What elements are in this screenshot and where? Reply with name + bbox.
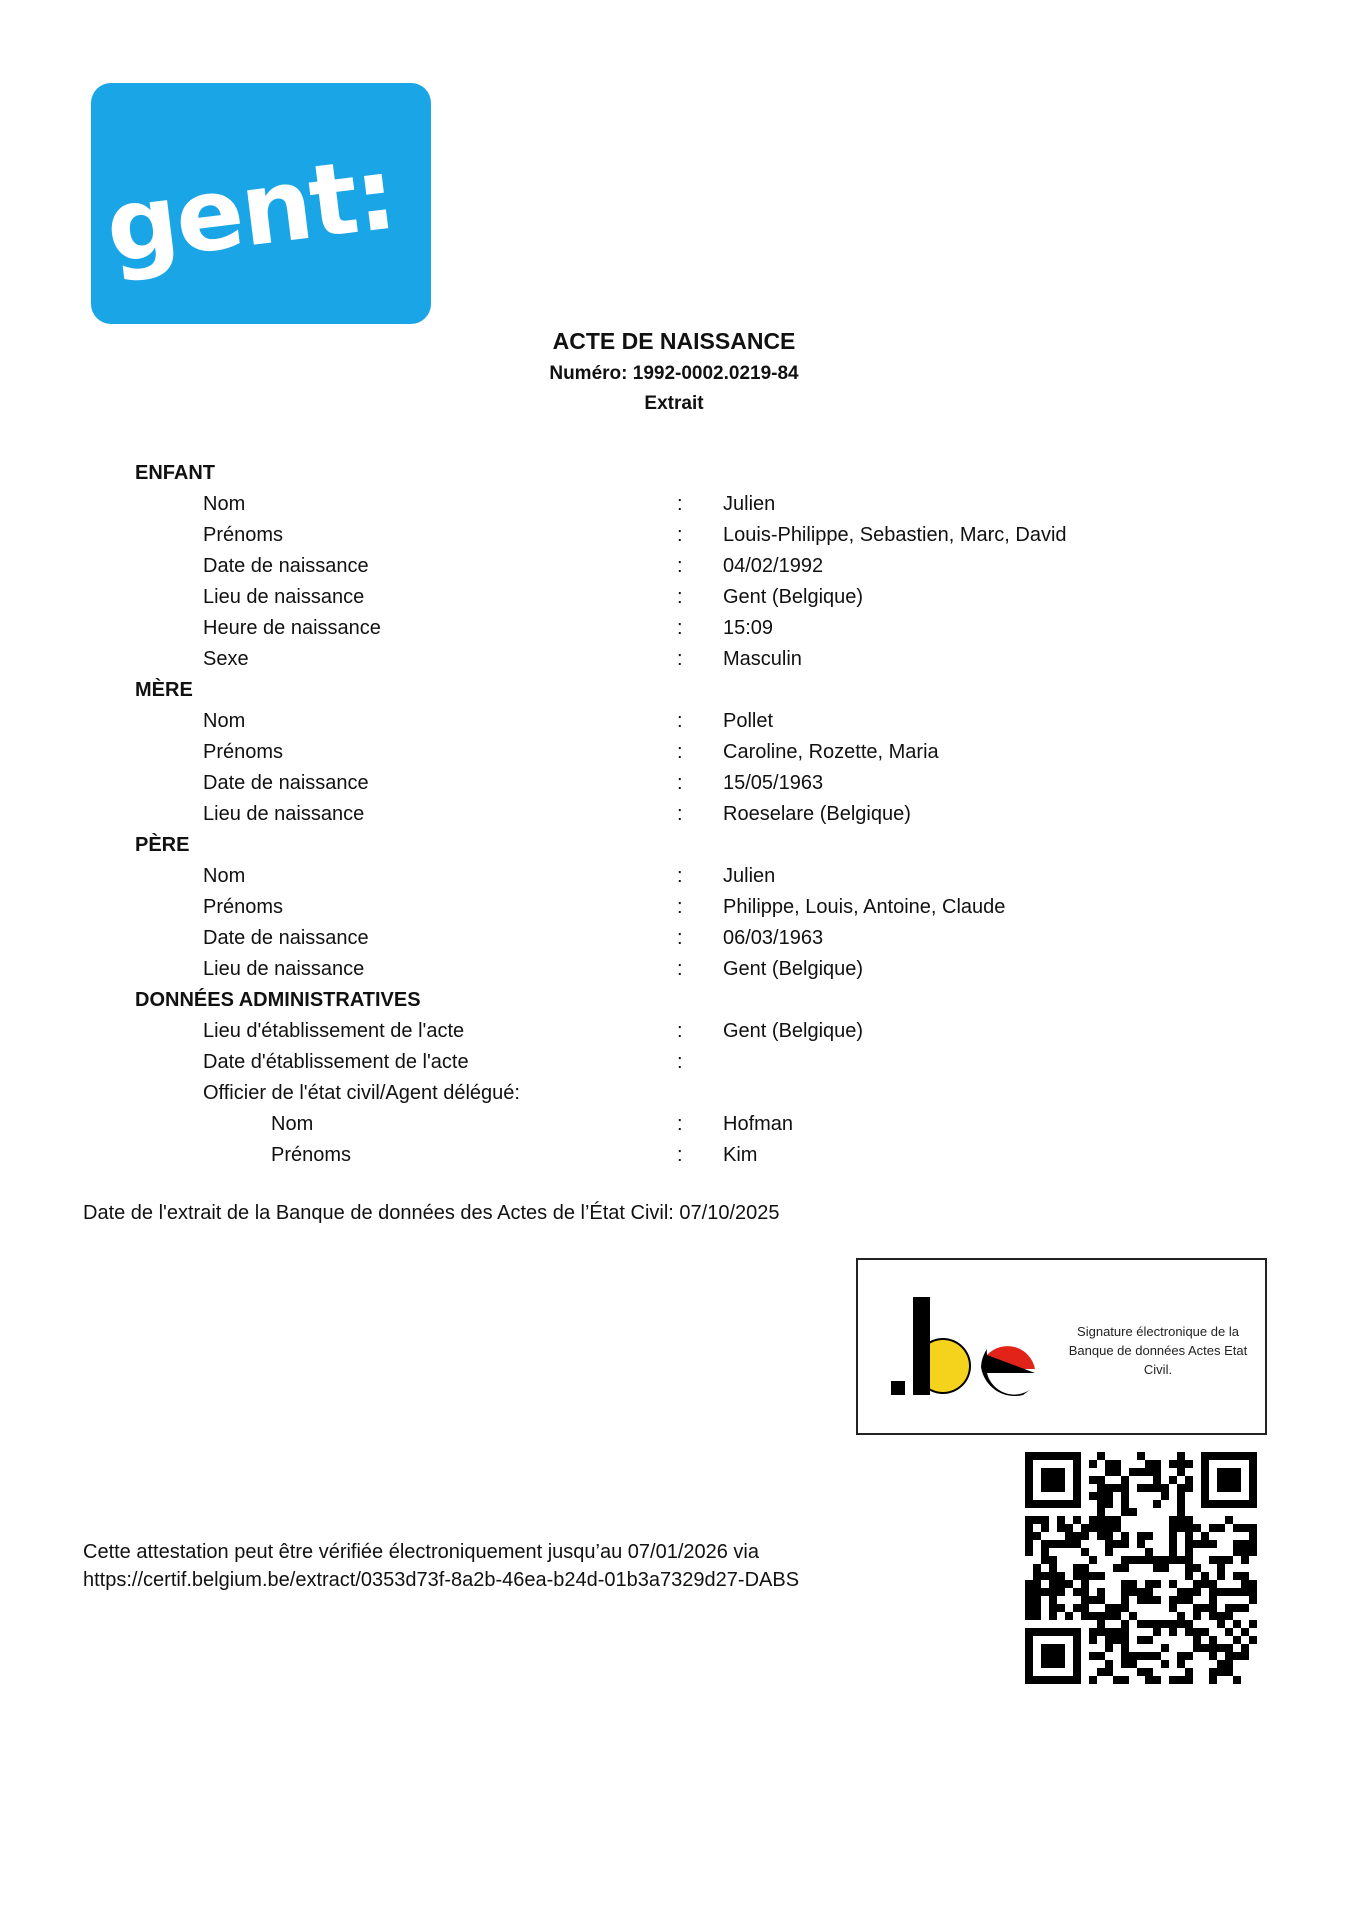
field-separator: : <box>677 1020 683 1042</box>
field-value: Pollet <box>723 710 774 732</box>
field-value: Gent (Belgique) <box>723 958 864 980</box>
section-admin-heading: DONNÉES ADMINISTRATIVES <box>135 989 421 1011</box>
field-separator: : <box>677 710 683 732</box>
field-label: Date de naissance <box>203 927 369 949</box>
gent-logo-text: gent: <box>99 134 401 286</box>
extract-date: Date de l'extrait de la Banque de données des Actes de l’État Civil: 07/10/2025 <box>83 1202 780 1224</box>
field-label: Prénoms <box>203 741 284 763</box>
field-row <box>0 710 1348 741</box>
field-label: Prénoms <box>203 896 284 918</box>
field-row <box>0 524 1348 555</box>
section-pere-heading: PÈRE <box>135 834 190 856</box>
section-mere-heading: MÈRE <box>135 679 193 701</box>
field-label: Lieu d'établissement de l'acte <box>203 1020 465 1042</box>
field-value: Louis-Philippe, Sebastien, Marc, David <box>723 524 1067 546</box>
field-row <box>0 555 1348 586</box>
field-separator: : <box>677 772 683 794</box>
field-label: Sexe <box>203 648 249 670</box>
be-logo-dot <box>891 1381 905 1395</box>
field-row <box>0 1020 1348 1051</box>
field-label: Nom <box>271 1113 314 1135</box>
field-row <box>0 803 1348 834</box>
field-row <box>0 772 1348 803</box>
field-separator: : <box>677 1051 683 1073</box>
field-value: 04/02/1992 <box>723 555 824 577</box>
field-label: Nom <box>203 710 246 732</box>
field-separator: : <box>677 1144 683 1166</box>
document-header <box>0 328 1348 423</box>
field-row <box>0 1144 1348 1175</box>
field-row <box>0 1051 1348 1082</box>
field-label: Lieu de naissance <box>203 803 365 825</box>
field-label: Officier de l'état civil/Agent délégué: <box>203 1082 520 1104</box>
field-separator: : <box>677 1113 683 1135</box>
field-value: Julien <box>723 865 776 887</box>
signature-box <box>856 1258 1267 1435</box>
field-row <box>0 741 1348 772</box>
document-title: ACTE DE NAISSANCE <box>552 328 796 354</box>
field-row <box>0 617 1348 648</box>
field-row <box>0 648 1348 679</box>
field-value: Julien <box>723 493 776 515</box>
field-value: 15:09 <box>723 617 774 639</box>
field-value: Philippe, Louis, Antoine, Claude <box>723 896 1006 918</box>
field-row <box>0 927 1348 958</box>
field-separator: : <box>677 741 683 763</box>
document-number: Numéro: 1992-0002.0219-84 <box>549 363 799 384</box>
field-label: Prénoms <box>271 1144 352 1166</box>
field-value: Roeselare (Belgique) <box>723 803 911 825</box>
field-label: Date de naissance <box>203 555 369 577</box>
field-separator: : <box>677 865 683 887</box>
field-value: Gent (Belgique) <box>723 1020 864 1042</box>
field-label: Prénoms <box>203 524 284 546</box>
signature-text: Signature électronique de la Banque de données Actes Etat Civil. <box>1068 1324 1248 1377</box>
field-separator: : <box>677 586 683 608</box>
field-label: Nom <box>203 493 246 515</box>
field-separator: : <box>677 617 683 639</box>
field-label: Nom <box>203 865 246 887</box>
field-label: Date d'établissement de l'acte <box>203 1051 469 1073</box>
field-row <box>0 586 1348 617</box>
be-logo <box>891 1297 1036 1403</box>
field-separator: : <box>677 803 683 825</box>
verification-line-1: Cette attestation peut être vérifiée électroniquement jusqu’au 07/01/2026 via <box>83 1541 759 1563</box>
be-logo-text: .be <box>891 1297 893 1298</box>
section-enfant-heading: ENFANT <box>135 462 215 484</box>
field-value: Masculin <box>723 648 802 670</box>
field-value: Kim <box>723 1144 758 1166</box>
field-separator: : <box>677 958 683 980</box>
field-separator: : <box>677 927 683 949</box>
field-value: 15/05/1963 <box>723 772 824 794</box>
field-separator: : <box>677 896 683 918</box>
field-row <box>0 865 1348 896</box>
qr-code-icon <box>1025 1452 1257 1684</box>
field-value: Caroline, Rozette, Maria <box>723 741 939 763</box>
field-label: Heure de naissance <box>203 617 381 639</box>
gent-logo <box>91 83 431 324</box>
field-separator: : <box>677 524 683 546</box>
field-separator: : <box>677 555 683 577</box>
document-type: Extrait <box>644 393 704 414</box>
field-value: Hofman <box>723 1113 794 1135</box>
field-value: Gent (Belgique) <box>723 586 864 608</box>
field-row <box>0 1113 1348 1144</box>
field-row <box>0 493 1348 524</box>
field-label: Date de naissance <box>203 772 369 794</box>
field-label: Lieu de naissance <box>203 586 365 608</box>
field-separator: : <box>677 648 683 670</box>
field-label: Lieu de naissance <box>203 958 365 980</box>
field-value: 06/03/1963 <box>723 927 824 949</box>
field-separator: : <box>677 493 683 515</box>
verification-url[interactable]: https://certif.belgium.be/extract/0353d73f-8a2b-46ea-b24d-01b3a7329d27-DABS <box>83 1569 800 1591</box>
field-row <box>0 896 1348 927</box>
field-row <box>0 1082 1348 1113</box>
field-row <box>0 958 1348 989</box>
